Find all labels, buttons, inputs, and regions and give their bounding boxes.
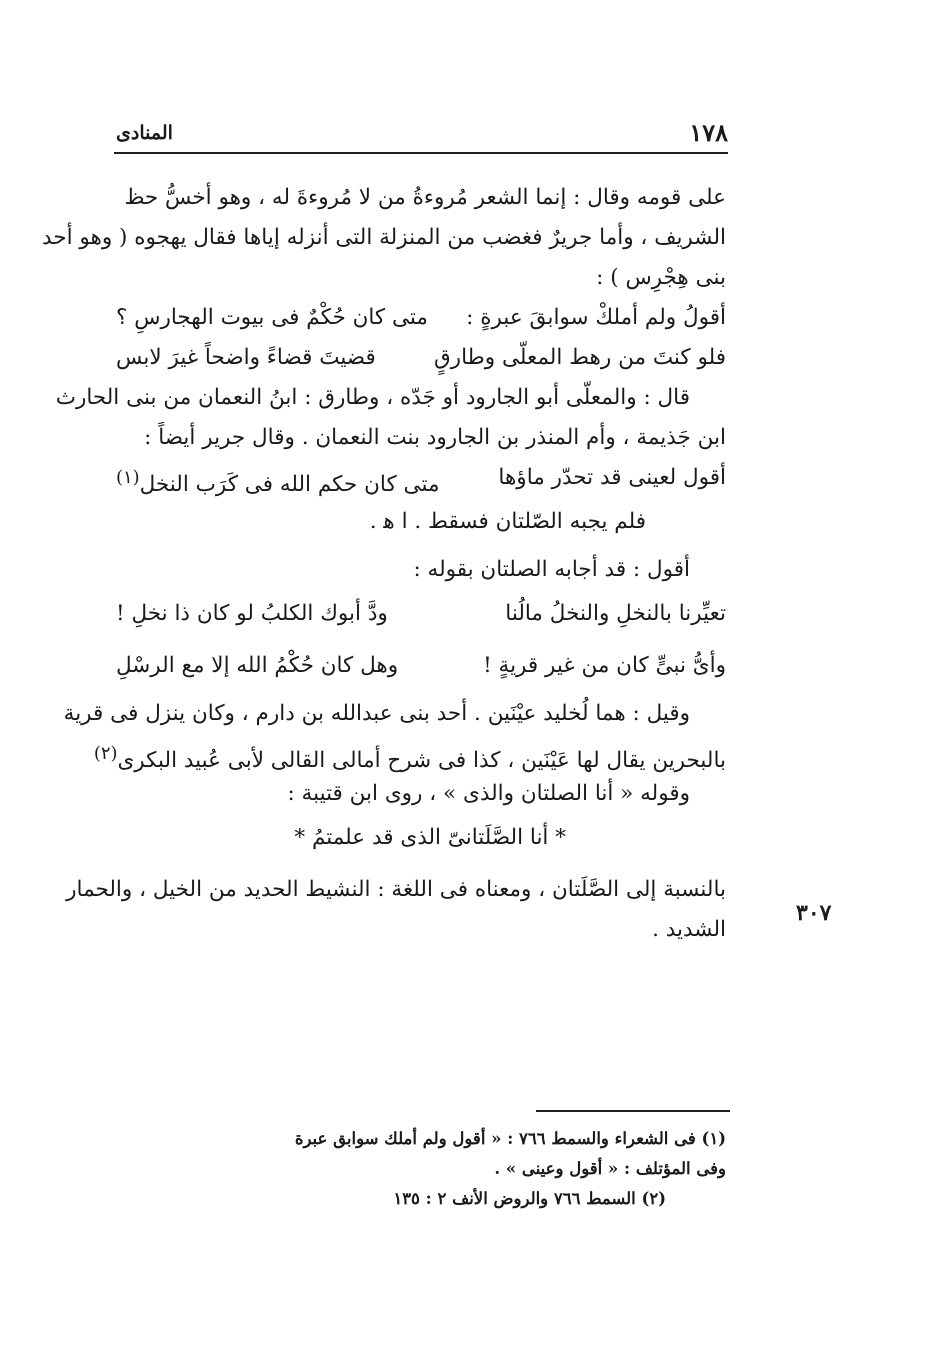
page-header (116, 118, 728, 148)
running-title: المنادى (116, 122, 173, 144)
verse-first-hemistich: فلو كنتَ من رهط المعلّى وطارقٍ (434, 345, 726, 370)
verse-second-hemistich: وهل كان حُكْمُ الله إلا مع الرسْلِ (116, 653, 399, 678)
paragraph-line (93, 734, 726, 774)
verse-first-hemistich: وأىُّ نبىٍّ كان من غير قريةٍ ! (483, 653, 726, 678)
verse-second-hemistich (116, 458, 439, 498)
verse-line (116, 594, 726, 634)
footnote-line: وفى المؤتلف : « أقول وعينى » . (494, 1159, 726, 1178)
footnotes (116, 1124, 726, 1214)
paragraph-line: بنى هِجْرِس ) : (596, 265, 726, 290)
verse-line (116, 458, 726, 498)
verse-second-hemistich: ودَّ أبوك الكلبُ لو كان ذا نخلِ ! (116, 601, 388, 626)
verse-first-hemistich: تعيِّرنا بالنخلِ والنخلُ مالُنا (505, 601, 726, 626)
footnote-marker: (١) (116, 467, 140, 488)
paragraph-line: الشريف ، وأما جريرٌ فغضب من المنزلة التى أنزله إياها فقال يهجوه ( وهو أحد (42, 225, 726, 250)
verse-line (116, 338, 726, 378)
paragraph-text: بالبحرين يقال لها عَيْنَين ، كذا فى شرح أمالى القالى لأبى عُبيد البكرى (117, 748, 726, 774)
footnote-rule (536, 1110, 730, 1112)
verse-line (116, 646, 726, 686)
paragraph-line: على قومه وقال : إنما الشعر مُروءةُ من لا مُروءةَ له ، وهو أخسُّ حظ (124, 185, 726, 210)
paragraph-line: فلم يجبه الصّلتان فسقط . ا ﻫ . (369, 509, 646, 534)
main-text (42, 178, 726, 950)
paragraph-line: أقول : قد أجابه الصلتان بقوله : (413, 557, 690, 582)
verse-line (116, 298, 726, 338)
paragraph-line: وقيل : هما لُخليد عيْنَين . أحد بنى عبدالله بن دارم ، وكان ينزل فى قرية (63, 701, 690, 726)
verse-second-hemistich: متى كان حُكْمٌ فى بيوت الهجارسِ ؟ (116, 305, 428, 330)
paragraph-line: الشديد . (652, 917, 726, 942)
paragraph-line: بالنسبة إلى الصَّلَتان ، ومعناه فى اللغة : النشيط الحديد من الخيل ، والحمار (66, 877, 726, 902)
verse-text: متى كان حكم الله فى كَرَب النخل (139, 472, 440, 498)
header-rule (114, 152, 728, 154)
paragraph-line: وقوله « أنا الصلتان والذى » ، روى ابن قتيبة : (287, 781, 690, 806)
paragraph-line: ابن جَذيمة ، وأم المنذر بن الجارود بنت النعمان . وقال جرير أيضاً : (144, 425, 726, 450)
footnote-line: (١) فى الشعراء والسمط ٧٦٦ : « أقول ولم أملك سوابق عبرة (294, 1129, 726, 1148)
verse-first-hemistich: أقولُ ولم أملكْ سوابقَ عبرةٍ : (466, 305, 726, 330)
verse-second-hemistich: قضيتَ قضاءً واضحاً غيرَ لابس (116, 345, 376, 370)
footnote-line: (٢) السمط ٧٦٦ والروض الأنف ٢ : ١٣٥ (393, 1189, 666, 1208)
paragraph-line: قال : والمعلّى أبو الجارود أو جَدّه ، وطارق : ابنُ النعمان من بنى الحارث (55, 385, 690, 410)
page-number: ١٧٨ (689, 118, 728, 147)
footnote-marker: (٢) (93, 743, 118, 764)
quoted-hemistich: * أنا الصَّلَتانىّ الذى قد علمتمُ * (294, 825, 566, 850)
margin-reference-number: ٣٠٧ (796, 900, 832, 926)
verse-first-hemistich: أقول لعينى قد تحدّر ماؤها (498, 465, 726, 490)
